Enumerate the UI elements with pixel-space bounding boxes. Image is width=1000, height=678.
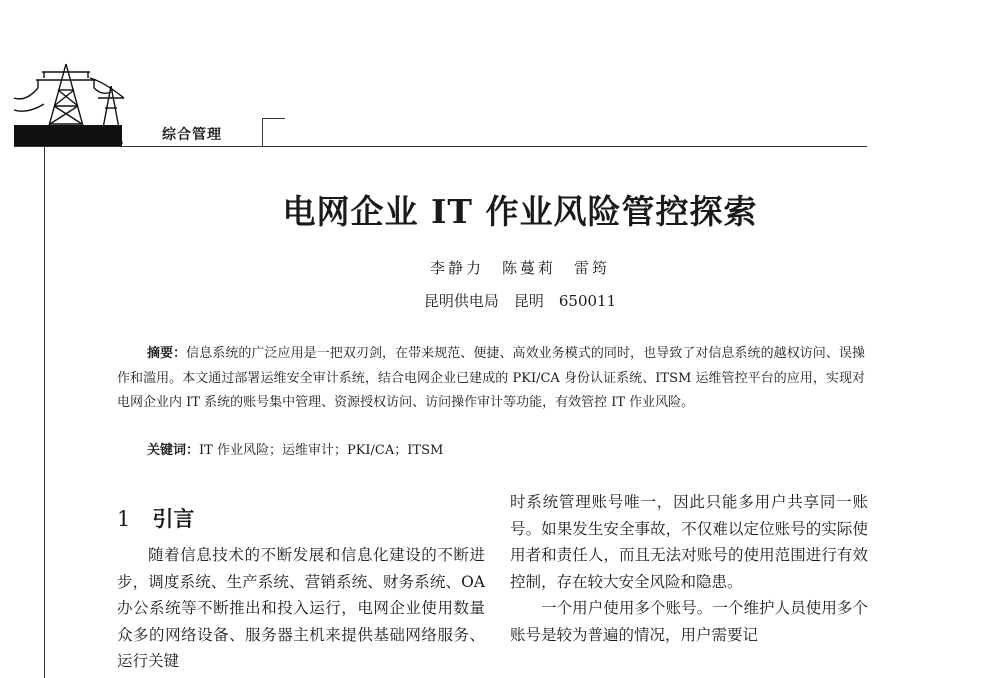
header-bracket [262,118,285,146]
paragraph: 时系统管理账号唯一，因此只能多用户共享同一账号。如果发生安全事故，不仅难以定位账号的实际使用者和责任人，而且无法对账号的使用范围进行有效控制，存在较大安全风险和隐患。 [510,493,868,591]
keywords-label: 关键词： [147,443,200,458]
abstract [117,342,865,416]
paragraph: 一个用户使用多个账号。一个维护人员使用多个账号是较为普遍的情况，用户需要记 [510,599,868,644]
paragraph: 随着信息技术的不断发展和信息化建设的不断进步，调度系统、生产系统、营销系统、财务系统、OA 办公系统等不断推出和投入运行，电网企业使用数量众多的网络设备、服务器主机来提供基础网络服务、运行关键 [117,546,485,670]
article-authors: 李静力 陈蔓莉 雷筠 [429,259,610,277]
section-title: 引言 [152,507,195,531]
article-affiliation: 昆明供电局 昆明 650011 [423,292,617,310]
section-number: 1 [117,507,131,531]
abstract-text: 信息系统的广泛应用是一把双刃剑，在带来规范、便捷、高效业务模式的同时，也导致了对信息系统的越权访问、误操作和滥用。本文通过部署运维安全审计系统，结合电网企业已建成的 PKI/CA 身份认证系统、ITSM 运维管控平台的应用，实现对电网企业内 IT 系统的账号集中管理、资源授权访问、访问操作审计等功能，有效管控 IT 作业风险。 [117,346,865,410]
abstract-label: 摘要： [147,346,187,361]
left-column [117,542,485,675]
margin-rule [44,146,45,678]
article-title: 电网企业 IT 作业风险管控探索 [282,192,758,231]
section-label: 综合管理 [162,127,222,143]
header-rule [14,146,867,147]
section-heading [117,503,194,533]
keywords-text: IT 作业风险；运维审计；PKI/CA；ITSM [199,443,444,458]
header-bar [14,125,122,147]
right-column [510,489,868,648]
keywords [147,439,443,458]
